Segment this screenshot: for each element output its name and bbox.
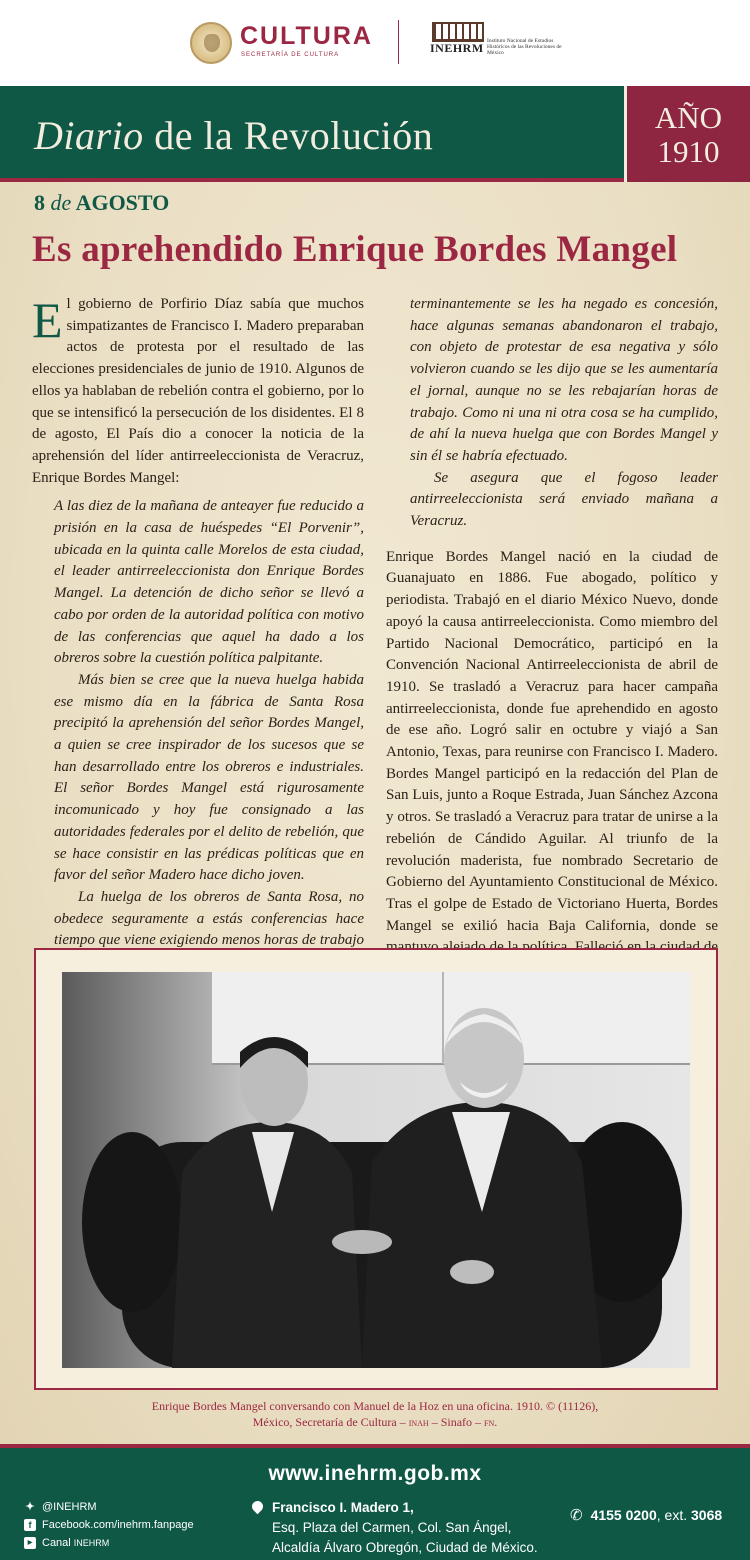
- footer: [0, 1444, 750, 1560]
- cultura-subtitle: SECRETARÍA DE CULTURA: [241, 52, 340, 58]
- masthead-title-rest: de la Revolución: [143, 113, 434, 158]
- year-value: 1910: [657, 134, 720, 169]
- facebook-url: Facebook.com/inehrm.fanpage: [42, 1519, 194, 1531]
- phone-block[interactable]: [570, 1506, 722, 1524]
- address-line-2: Esq. Plaza del Carmen, Col. San Ángel,: [272, 1520, 512, 1535]
- inehrm-description: Instituto Nacional de Estudios Históricos de las Revoluciones de México: [487, 38, 562, 56]
- historical-photo: [62, 972, 690, 1368]
- caption-fn: fn: [484, 1415, 495, 1429]
- building-icon: [432, 22, 484, 42]
- intro-paragraph: [32, 294, 364, 489]
- quote-paragraph-1: A las diez de la mañana de anteayer fue reducido a prisión en la casa de huéspedes “El Porvenir”, ubicada en la quinta calle Morelos de esta ciudad, el leader antirreeleccionista don Enrique Bordes Mangel. La detención de dicho señor se llevó a cabo por orden de la autoridad política con motivo de las conferencias que aquel ha dado a los obreros sobre la cuestión política palpitante.: [54, 498, 364, 667]
- address-block: [252, 1498, 538, 1558]
- quote-paragraph-2: Más bien se cree que la nueva huelga habida ese mismo día en la fábrica de Santa Rosa precipitó la aprehensión del señor Bordes Mangel, a quien se cree inspirador de los sucesos que se han desarrollado entre los obreros e industriales. El señor Bordes Mangel está rigurosamente incomunicado y hoy fue consignado a las autoridades federales por el delito de rebelión, que se hace consistir en las prédicas políticas que en favor del señor Madero hace dicho joven.: [54, 671, 364, 884]
- quote-paragraph-3a: La huelga de los obreros de Santa Rosa, no obedece seguramente a estás conferencias hace tiempo que viene exigiendo menos horas de trabajo: [54, 888, 364, 949]
- photo-frame: [34, 948, 718, 1390]
- right-column: [386, 294, 718, 981]
- bio-paragraph: Enrique Bordes Mangel nació en la ciudad de Guanajuato en 1886. Fue abogado, político y periodista. Trabajó en el diario México Nuevo, donde apoyó la causa antirreeleccionista. Como miembro del Partido Nacional Democrático, participó en la Convención Nacional Antirreeleccionista de abril de 1910. Se trasladó a Veracruz para hacer campaña antirreeleccionista, donde fue aprehendido en agosto de ese año. Logró salir en octubre y viajó a San Antonio, Texas, para reunirse con Francisco I. Madero. Bordes Mangel participó en la redacción del Plan de San Luis, junto a Roque Estrada, Juan Sánchez Azcona y otros. Se trasladó a Veracruz para tratar de unirse a la rebelión de Cándido Aguilar. Al triunfo de la revolución maderista, fue nombrado Secretario de Gobierno del Ayuntamiento Constitucional de México. Tras el golpe de Estado de Victoriano Huerta, Bordes Mangel se exilió hacia Baja California, donde se: [386, 548, 718, 934]
- quote-paragraph-3b: terminantemente se les ha negado es concesión, hace algunas semanas abandonaron el trabajo, con objeto de protestar de esa negativa y sólo volvieron cuando se les dijo que se les aumentaría el jornal, aunque no se les rebajarían horas de trabajo. Como ni una ni otra cosa se ha cumplido, de ahí la nueva huelga que con Bordes Mangel y sin él se habría efectuado.: [410, 296, 718, 464]
- location-pin-icon: [250, 1499, 266, 1515]
- caption-line-1: Enrique Bordes Mangel conversando con Manuel de la Hoz en una oficina. 1910. © (11126),: [151, 1399, 599, 1413]
- year-box: [624, 86, 750, 182]
- social-links: [24, 1498, 194, 1552]
- address-line-1: Francisco I. Madero 1,: [272, 1500, 414, 1515]
- phone-ext: 3068: [691, 1507, 723, 1523]
- twitter-icon: ✦: [25, 1501, 35, 1513]
- facebook-link[interactable]: [24, 1516, 194, 1534]
- quote-paragraph-4: Se asegura que el fogoso leader antirreeleccionista será enviado mañana a Veracruz.: [410, 469, 718, 530]
- youtube-link[interactable]: [24, 1534, 194, 1552]
- caption-line-2b: – Sinafo –: [428, 1415, 485, 1429]
- youtube-icon: ▶: [24, 1537, 36, 1549]
- phone-ext-label: , ext.: [656, 1507, 691, 1523]
- drop-cap: E: [32, 292, 63, 348]
- left-column: [32, 294, 364, 974]
- website-link[interactable]: www.inehrm.gob.mx: [268, 1462, 482, 1485]
- top-logo-bar: [0, 0, 750, 86]
- article-headline: Es aprehendido Enrique Bordes Mangel: [32, 229, 678, 270]
- address-line-3: Alcaldía Álvaro Obregón, Ciudad de México.: [272, 1540, 538, 1555]
- date-day: 8: [34, 190, 45, 215]
- dateline: [34, 190, 169, 216]
- youtube-name: INEHRM: [73, 1538, 110, 1548]
- intro-text: l gobierno de Porfirio Díaz sabía que muchos simpatizantes de Francisco I. Madero preparaban actos de protesta por el resultado de las elecciones presidenciales de junio de 1910. Algunos de ellos ya hablaban de rebelión contra el gobierno, por lo que se intensificó la persecución de los disidentes. El 8 de agosto, El País dio a conocer la noticia de la aprehensión del líder antirreeleccionista de Veracruz, Enrique Bordes Mangel:: [32, 296, 364, 486]
- date-month: AGOSTO: [75, 190, 170, 215]
- cultura-logo-text: CULTURA: [240, 22, 373, 50]
- photo-illustration: [62, 972, 690, 1368]
- caption-line-2: [0, 1414, 750, 1430]
- twitter-handle: @INEHRM: [42, 1501, 97, 1513]
- date-de: de: [50, 190, 72, 215]
- caption-inah: inah: [408, 1415, 429, 1429]
- caption-end: .: [494, 1415, 498, 1429]
- facebook-icon: f: [24, 1519, 36, 1531]
- masthead-title: [34, 112, 433, 159]
- year-label: AÑO: [654, 100, 723, 135]
- inehrm-logo-text: INEHRM: [430, 41, 484, 55]
- photo-caption: [0, 1398, 750, 1430]
- phone-number: 4155 0200: [590, 1507, 657, 1523]
- masthead-title-italic: Diario: [34, 113, 144, 158]
- seal-icon: [190, 22, 232, 64]
- logo-divider: [398, 20, 399, 64]
- twitter-link[interactable]: [24, 1498, 194, 1516]
- youtube-prefix: Canal: [42, 1537, 74, 1549]
- caption-line-2a: México, Secretaría de Cultura –: [252, 1415, 409, 1429]
- phone-icon: ✆: [570, 1507, 583, 1524]
